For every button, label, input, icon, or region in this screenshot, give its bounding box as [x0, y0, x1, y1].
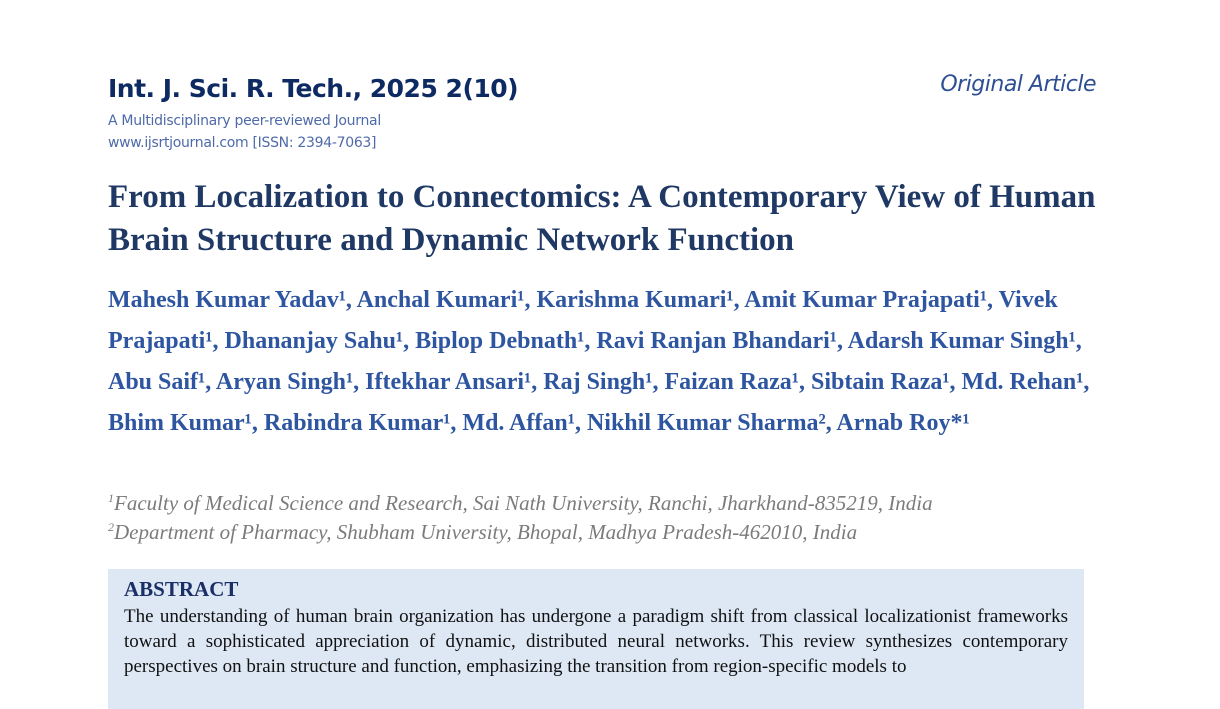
abstract-text: The understanding of human brain organization has undergone a paradigm shift from classical localizationist frameworks toward a sophisticated appreciation of dynamic, distributed neural networks. This review synthesizes contemporary perspectives on brain structure and function, emphasizing the transition from region-specific models to — [124, 606, 1068, 677]
affiliation-text: Department of Pharmacy, Shubham University, Bhopal, Madhya Pradesh-462010, India — [114, 520, 858, 544]
abstract-heading: ABSTRACT — [124, 577, 239, 601]
affiliation-1 — [108, 491, 933, 516]
affiliation-mark: 2 — [108, 520, 114, 534]
abstract-box — [108, 569, 1084, 709]
affiliation-2 — [108, 520, 857, 545]
journal-tagline: A Multidisciplinary peer-reviewed Journal — [108, 113, 381, 129]
journal-website[interactable]: www.ijsrtjournal.com [ISSN: 2394-7063] — [108, 135, 377, 151]
article-type: Original Article — [940, 72, 1096, 97]
affiliation-mark: 1 — [108, 491, 114, 505]
affiliation-text: Faculty of Medical Science and Research, Sai Nath University, Ranchi, Jharkhand-835219, India — [114, 491, 933, 515]
paper-title: From Localization to Connectomics: A Contemporary View of Human Brain Structure and Dynamic Network Function — [108, 179, 1096, 258]
journal-citation: Int. J. Sci. R. Tech., 2025 2(10) — [108, 74, 519, 103]
author-list: Mahesh Kumar Yadav¹, Anchal Kumari¹, Karishma Kumari¹, Amit Kumar Prajapati¹, Vivek Prajapati¹, Dhananjay Sahu¹, Biplop Debnath¹, Ravi Ranjan Bhandari¹, Adarsh Kumar Singh¹, Abu Saif¹, Aryan Singh¹, Iftekhar Ansari¹, Raj Singh¹, Faizan Raza¹, Sibtain Raza¹, Md. Rehan¹, Bhim Kumar¹, Rabindra Kumar¹, Md. Affan¹, Nikhil Kumar Sharma², Arnab Roy*¹ — [108, 287, 1090, 436]
